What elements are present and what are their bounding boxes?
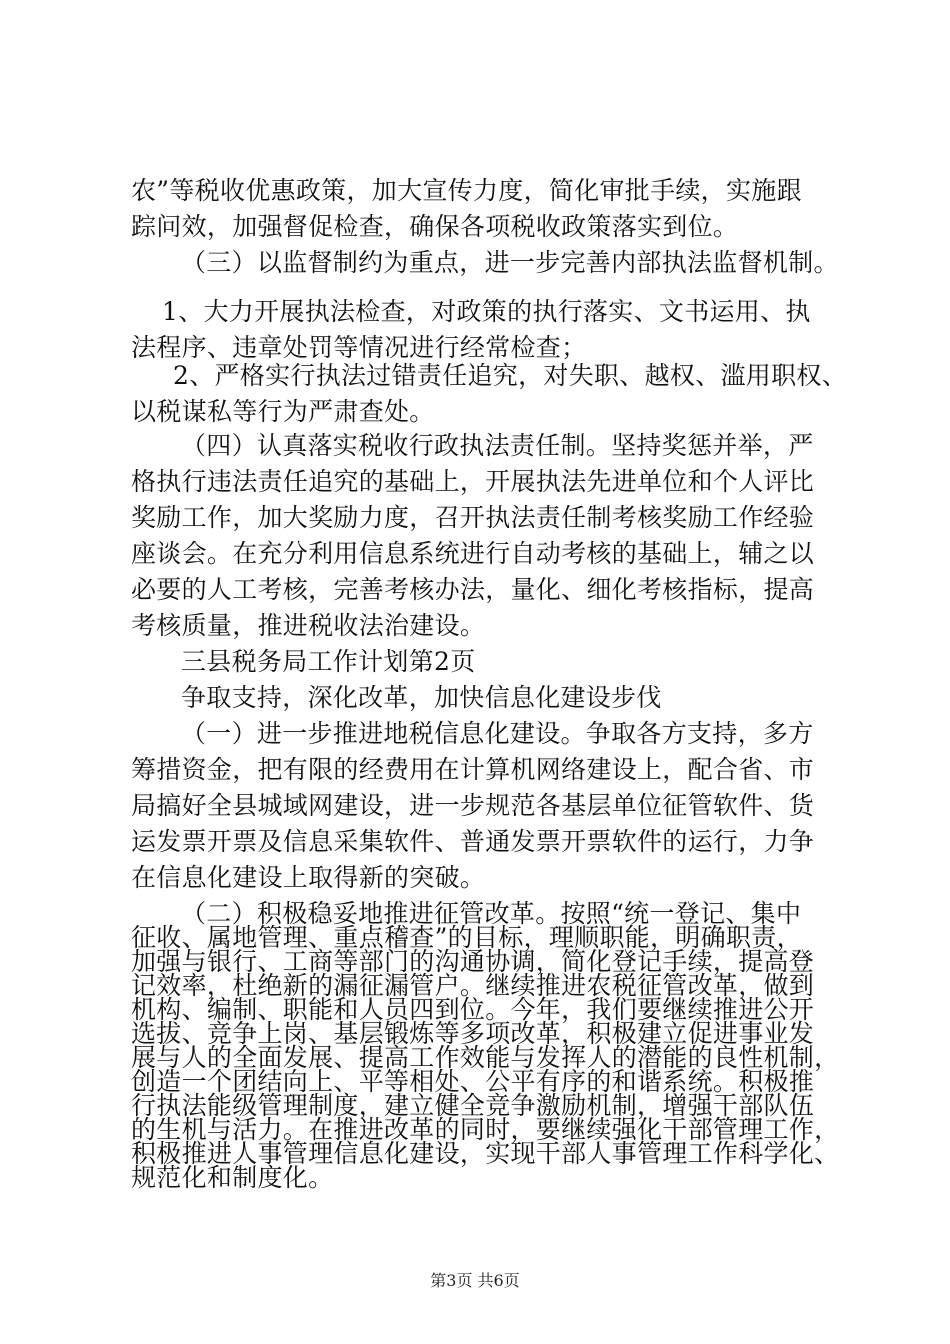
text-line: （一）进一步推进地税信息化建设。争取各方支持，多方: [181, 719, 814, 748]
text-line: 2、严格实行执法过错责任追究，对失职、越权、滥用职权、: [173, 361, 848, 390]
text-line: 展与人的全面发展、提高工作效能与发挥人的潜能的良性机制，: [131, 1043, 840, 1072]
text-line: 规范化和制度化。: [131, 1163, 334, 1192]
text-line: 格执行违法责任追究的基础上，开展执法先进单位和个人评比: [131, 467, 815, 496]
text-line: 必要的人工考核，完善考核办法，量化、细化考核指标，提高: [131, 575, 815, 604]
section-heading: 争取支持，深化改革，加快信息化建设步伐: [181, 683, 662, 712]
text-line: 筹措资金，把有限的经费用在计算机网络建设上，配合省、市: [131, 755, 815, 784]
text-line: 运发票开票及信息采集软件、普通发票开票软件的运行，力争: [131, 827, 815, 856]
text-line: 创造一个团结向上、平等相处、公平有序的和谐系统。积极推: [131, 1067, 815, 1096]
text-line: 机构、编制、职能和人员四到位。今年，我们要继续推进公开: [131, 995, 815, 1024]
text-line: 考核质量，推进税收法治建设。: [131, 611, 486, 640]
text-line: 1、大力开展执法检查，对政策的执行落实、文书运用、执: [162, 297, 811, 326]
text-line: 选拔、竞争上岗、基层锻炼等多项改革，积极建立促进事业发: [131, 1019, 815, 1048]
text-line: 以税谋私等行为严肃查处。: [131, 397, 435, 426]
text-line: 农”等税收优惠政策，加大宣传力度，简化审批手续，实施跟: [131, 176, 802, 205]
text-line: 奖励工作，加大奖励力度，召开执法责任制考核奖励工作经验: [131, 503, 815, 532]
text-line: 加强与银行、工商等部门的沟通协调，简化登记手续，提高登: [131, 947, 815, 976]
text-line: 征收、属地管理、重点稽查”的目标，理顺职能，明确职责，: [131, 923, 802, 952]
text-line: 座谈会。在充分利用信息系统进行自动考核的基础上，辅之以: [131, 539, 815, 568]
text-line: 行执法能级管理制度，建立健全竞争激励机制，增强干部队伍: [131, 1091, 815, 1120]
text-line: 积极推进人事管理信息化建设，实现干部人事管理工作科学化、: [131, 1139, 840, 1168]
text-line: 记效率，杜绝新的漏征漏管户。继续推进农税征管改革，做到: [131, 971, 815, 1000]
text-line: 的生机与活力。在推进改革的同时，要继续强化干部管理工作，: [131, 1115, 840, 1144]
text-line: （二）积极稳妥地推进征管改革。按照“统一登记、集中: [181, 899, 802, 928]
text-line: （三）以监督制约为重点，进一步完善内部执法监督机制。: [181, 248, 839, 277]
text-line: 法程序、违章处罚等情况进行经常检查；: [131, 333, 587, 362]
page-heading: 三县税务局工作计划第2页: [181, 647, 476, 676]
text-line: 局搞好全县城域网建设，进一步规范各基层单位征管软件、货: [131, 791, 815, 820]
text-line: 踪问效，加强督促检查，确保各项税收政策落实到位。: [131, 212, 739, 241]
page-footer: 第3页 共6页: [430, 1271, 520, 1290]
text-line: （四）认真落实税收行政执法责任制。坚持奖惩并举，严: [181, 431, 814, 460]
text-line: 在信息化建设上取得新的突破。: [131, 863, 486, 892]
